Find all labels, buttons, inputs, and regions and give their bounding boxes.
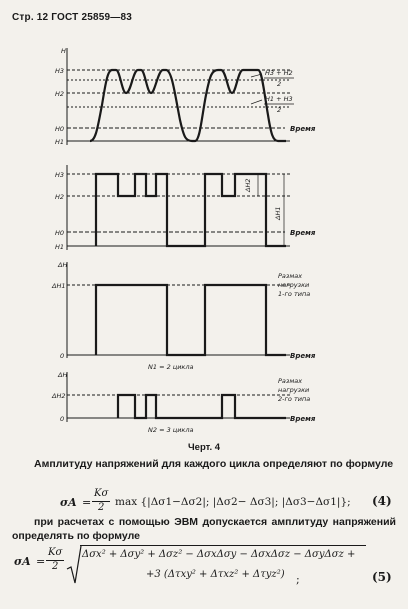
- p2-label-h2: H2: [55, 193, 65, 201]
- p1-label-h2: H2: [55, 90, 65, 98]
- p3-note-2: нагрузки: [278, 281, 310, 289]
- formula-4-number: (4): [372, 494, 392, 508]
- p1-label-h0: H0: [55, 125, 65, 133]
- p3-time-label: Время: [290, 352, 316, 360]
- f5-tail: ;: [296, 573, 300, 586]
- p1-note-top-den: 2: [277, 80, 282, 88]
- paragraph-amplitude: Амплитуду напряжений для каждого цикла определяют по формуле: [34, 458, 394, 470]
- p4-level-label: ΔH2: [52, 392, 66, 400]
- p3-y-label: ΔH: [58, 261, 68, 269]
- page-header: Стр. 12 ГОСТ 25859—83: [12, 12, 132, 23]
- p4-load-rect: [118, 395, 286, 418]
- f5-line2: +3 (Δτxy² + Δτxz² + Δτyz²): [146, 569, 285, 580]
- f5-sqrt-sign: [66, 545, 82, 585]
- p2-dh2-label: ΔH2: [244, 178, 252, 192]
- p4-zero-label: 0: [60, 415, 65, 423]
- f4-lhs: σA: [60, 496, 77, 509]
- f4-coef-num: Kσ: [94, 488, 109, 499]
- figure-caption: Черт. 4: [187, 442, 221, 453]
- p1-label-h3: H3: [55, 67, 65, 75]
- f5-coef-num: Kσ: [48, 547, 63, 558]
- p2-label-h0: H0: [55, 229, 65, 237]
- p4-note-3: 2-го типа: [278, 395, 311, 403]
- p4-note-1: Размах: [278, 377, 303, 385]
- p2-load-rect: [96, 174, 286, 246]
- p4-note-2: нагрузки: [278, 386, 310, 394]
- p2-label-h1: H1: [55, 243, 65, 251]
- formula-5: σA = Kσ 2 Δσx² + Δσy² + Δσz² − ΔσxΔσy − ΔσxΔσz − ΔσyΔσz + +3 (Δτxy² + Δτxz² + Δτyz²) ;: [14, 545, 374, 597]
- p3-load-rect: [96, 285, 286, 355]
- p3-note-1: Размах: [278, 272, 303, 280]
- p3-count-label: N1 = 2 цикла: [148, 363, 194, 371]
- p1-note-mid-num: H1 + H3: [265, 95, 293, 103]
- p1-note-top-num: H3 + H2: [265, 69, 293, 77]
- p4-time-label: Время: [290, 415, 316, 423]
- p1-load-curve: [90, 70, 286, 141]
- p4-y-label: ΔH: [58, 371, 68, 379]
- formula-5-number: (5): [372, 570, 392, 584]
- paragraph-computer: при расчетах с помощью ЭВМ допускается амплитуду напряжений определять по формуле: [12, 516, 396, 542]
- p1-y-label: H: [61, 47, 66, 55]
- p1-note-mid-den: 2: [277, 106, 282, 114]
- p1-label-h1: H1: [55, 138, 65, 146]
- p2-label-h3: H3: [55, 171, 65, 179]
- f5-line1: Δσx² + Δσy² + Δσz² − ΔσxΔσy − ΔσxΔσz − ΔσyΔσz +: [82, 549, 356, 560]
- f5-lhs: σA: [14, 555, 31, 568]
- p3-note-3: 1-го типа: [278, 290, 311, 298]
- f5-coef-den: 2: [52, 561, 59, 572]
- p4-count-label: N2 = 3 цикла: [148, 426, 194, 434]
- formula-4: σA = Kσ 2 max {|Δσ1−Δσ2|; |Δσ2− Δσ3|; |Δσ3−Δσ1|};: [60, 488, 351, 513]
- p1-time-label: Время: [290, 125, 316, 133]
- p3-zero-label: 0: [60, 352, 65, 360]
- p3-level-label: ΔH1: [52, 282, 66, 290]
- f4-body: max {|Δσ1−Δσ2|; |Δσ2− Δσ3|; |Δσ3−Δσ1|};: [115, 496, 351, 508]
- f4-coef-den: 2: [98, 502, 105, 513]
- p2-dh1-label: ΔH1: [274, 206, 282, 220]
- p2-time-label: Время: [290, 229, 316, 237]
